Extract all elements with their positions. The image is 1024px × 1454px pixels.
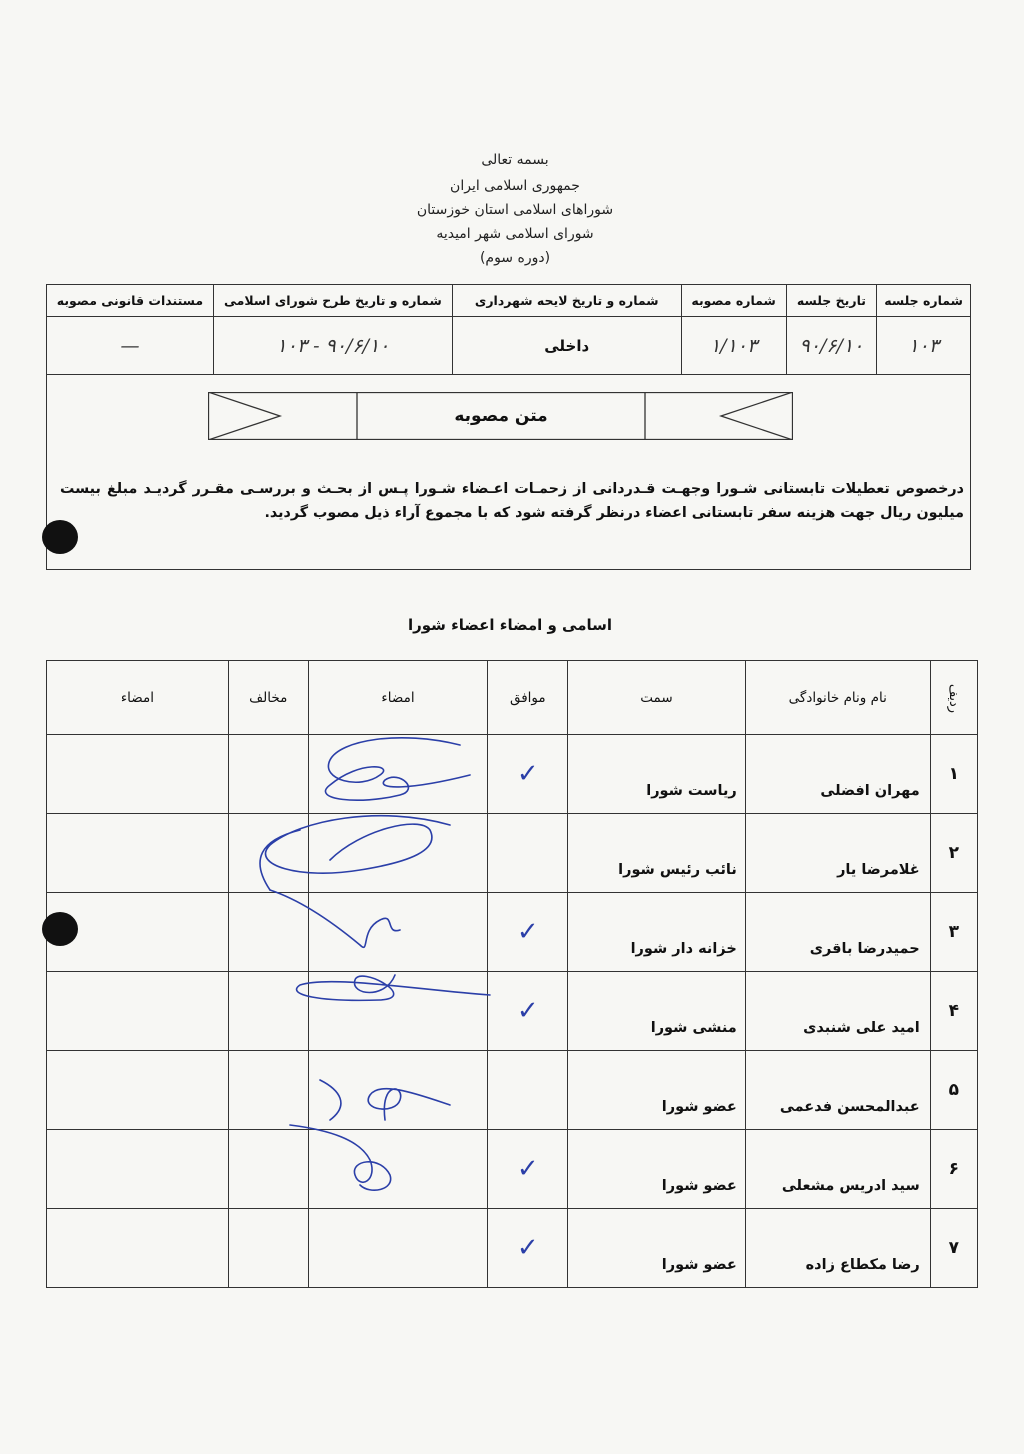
header-city-council: شورای اسلامی شهر امیدیه bbox=[436, 226, 594, 242]
member-row-number: ۱ bbox=[930, 735, 977, 814]
member-oppose-signature bbox=[47, 735, 229, 814]
member-agree-signature bbox=[308, 972, 488, 1051]
members-table bbox=[46, 660, 978, 1288]
session-number-value: ۱۰۳ bbox=[877, 317, 971, 375]
council-plan-value: ۹۰/۶/۱۰ - ۱۰۳ bbox=[213, 317, 452, 375]
legal-documents-value: — bbox=[47, 317, 214, 375]
member-position: عضو شورا bbox=[568, 1130, 746, 1209]
header-municipal-bill: شماره و تاریخ لایحه شهرداری bbox=[452, 285, 681, 317]
member-row bbox=[47, 1209, 978, 1288]
session-date-value: ۹۰/۶/۱۰ bbox=[786, 317, 877, 375]
header-row-number: ردیف bbox=[930, 661, 977, 735]
member-row bbox=[47, 972, 978, 1051]
header-agree-signature: امضاء bbox=[308, 661, 488, 735]
member-oppose-mark bbox=[228, 1130, 308, 1209]
municipal-bill-value: داخلی bbox=[452, 317, 681, 375]
member-agree-mark: ✓ bbox=[488, 893, 568, 972]
header-legal-documents: مستندات قانونی مصوبه bbox=[47, 285, 214, 317]
member-row-number: ۷ bbox=[930, 1209, 977, 1288]
punch-hole-top bbox=[42, 520, 78, 554]
member-name: مهران افضلی bbox=[745, 735, 930, 814]
members-section-title: اسامی و امضاء اعضاء شورا bbox=[407, 616, 613, 634]
member-name: سید ادریس مشعلی bbox=[745, 1130, 930, 1209]
member-position: خزانه دار شورا bbox=[568, 893, 746, 972]
resolution-number-value: ۱/۱۰۳ bbox=[681, 317, 786, 375]
member-row-number: ۶ bbox=[930, 1130, 977, 1209]
member-oppose-signature bbox=[47, 1130, 229, 1209]
member-oppose-mark bbox=[228, 893, 308, 972]
resolution-title: متن مصوبه bbox=[454, 406, 548, 426]
member-agree-mark: ✓ bbox=[488, 735, 568, 814]
member-name: عبدالمحسن فدعمی bbox=[745, 1051, 930, 1130]
header-agree: موافق bbox=[488, 661, 568, 735]
member-position: منشی شورا bbox=[568, 972, 746, 1051]
member-row-number: ۲ bbox=[930, 814, 977, 893]
member-agree-signature bbox=[308, 735, 488, 814]
member-position: ریاست شورا bbox=[568, 735, 746, 814]
member-agree-mark: ✓ bbox=[488, 1209, 568, 1288]
member-oppose-signature bbox=[47, 972, 229, 1051]
member-oppose-mark bbox=[228, 972, 308, 1051]
header-full-name: نام ونام خانوادگی bbox=[745, 661, 930, 735]
member-row bbox=[47, 1051, 978, 1130]
header-basmala: بسمه تعالی bbox=[481, 152, 549, 168]
header-session-number: شماره جلسه bbox=[877, 285, 971, 317]
header-country: جمهوری اسلامی ایران bbox=[450, 178, 580, 194]
session-meta-table bbox=[46, 284, 971, 375]
header-oppose-signature: امضاء bbox=[47, 661, 229, 735]
member-agree-signature bbox=[308, 814, 488, 893]
member-name: حمیدرضا باقری bbox=[745, 893, 930, 972]
header-position: سمت bbox=[568, 661, 746, 735]
member-row bbox=[47, 893, 978, 972]
member-agree-mark: ✓ bbox=[488, 1130, 568, 1209]
member-position: عضو شورا bbox=[568, 1209, 746, 1288]
header-oppose: مخالف bbox=[228, 661, 308, 735]
header-province-councils: شوراهای اسلامی استان خوزستان bbox=[416, 202, 614, 218]
member-oppose-mark bbox=[228, 735, 308, 814]
member-oppose-signature bbox=[47, 814, 229, 893]
member-row-number: ۵ bbox=[930, 1051, 977, 1130]
member-agree-mark bbox=[488, 814, 568, 893]
member-name: رضا مکطاع زاده bbox=[745, 1209, 930, 1288]
member-row bbox=[47, 814, 978, 893]
member-row-number: ۳ bbox=[930, 893, 977, 972]
member-position: عضو شورا bbox=[568, 1051, 746, 1130]
header-session-date: تاریخ جلسه bbox=[786, 285, 877, 317]
member-oppose-mark bbox=[228, 1051, 308, 1130]
member-oppose-mark bbox=[228, 1209, 308, 1288]
member-row bbox=[47, 735, 978, 814]
member-name: غلامرضا یار bbox=[745, 814, 930, 893]
member-agree-signature bbox=[308, 1209, 488, 1288]
member-agree-signature bbox=[308, 1130, 488, 1209]
member-agree-signature bbox=[308, 893, 488, 972]
header-resolution-number: شماره مصوبه bbox=[681, 285, 786, 317]
resolution-text: درخصوص تعطیلات تابستانی شـورا وجهـت قـدردانی از زحمـات اعـضاء شـورا پـس از بحـث و بررسـی مقـرر گرديـد مبلغ بیست میلیون ریال جهت هزینه سفر تابستانی اعضاء درنظر گرفته شود که با مجموع آراء ذیل مصوب گردید. bbox=[60, 481, 964, 521]
member-oppose-signature bbox=[47, 1051, 229, 1130]
header-term: (دوره سوم) bbox=[479, 250, 551, 266]
member-agree-mark: ✓ bbox=[488, 972, 568, 1051]
member-row-number: ۴ bbox=[930, 972, 977, 1051]
member-row bbox=[47, 1130, 978, 1209]
member-oppose-signature bbox=[47, 1209, 229, 1288]
punch-hole-bottom bbox=[42, 912, 78, 946]
member-position: نائب رئیس شورا bbox=[568, 814, 746, 893]
member-oppose-mark bbox=[228, 814, 308, 893]
header-council-plan: شماره و تاریخ طرح شورای اسلامی bbox=[213, 285, 452, 317]
member-name: امید علی شنبدی bbox=[745, 972, 930, 1051]
member-agree-signature bbox=[308, 1051, 488, 1130]
member-agree-mark bbox=[488, 1051, 568, 1130]
